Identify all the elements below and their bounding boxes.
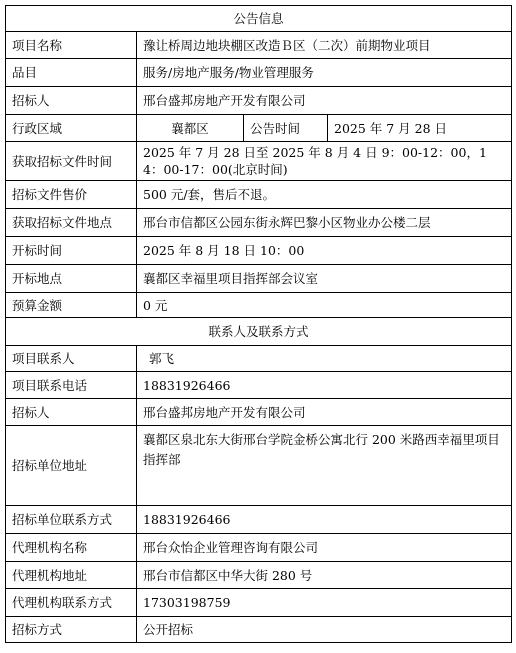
category-value: 服务/房地产服务/物业管理服务 <box>137 59 512 87</box>
tenderer2-value: 邢台盛邦房地产开发有限公司 <box>137 399 512 426</box>
table-row <box>6 293 512 318</box>
tenderer-addr-value: 襄都区泉北东大街邢台学院金桥公寓北行 200 米路西幸福里项目指挥部 <box>137 426 512 506</box>
announce-time-value: 2025 年 7 月 28 日 <box>328 115 512 142</box>
tenderer-addr-label: 招标单位地址 <box>6 426 137 506</box>
contact-value: 郭飞 <box>137 346 512 372</box>
table-row <box>6 209 512 237</box>
agency-addr-label: 代理机构地址 <box>6 562 137 589</box>
tenderer-phone-value: 18831926466 <box>137 506 512 534</box>
table-row <box>6 346 512 372</box>
budget-label: 预算金额 <box>6 293 137 318</box>
method-value: 公开招标 <box>137 617 512 643</box>
doc-time-label: 获取招标文件时间 <box>6 142 137 181</box>
doc-price-value: 500 元/套，售后不退。 <box>137 181 512 209</box>
table-row <box>6 617 512 643</box>
agency-name-value: 邢台众怡企业管理咨询有限公司 <box>137 534 512 562</box>
section-header-row <box>6 6 512 32</box>
category-label: 品目 <box>6 59 137 87</box>
section-header-row <box>6 318 512 346</box>
open-time-label: 开标时间 <box>6 237 137 265</box>
doc-price-label: 招标文件售价 <box>6 181 137 209</box>
contact-phone-label: 项目联系电话 <box>6 372 137 399</box>
project-name-label: 项目名称 <box>6 32 137 59</box>
tenderer-value: 邢台盛邦房地产开发有限公司 <box>137 87 512 115</box>
table-row <box>6 87 512 115</box>
agency-phone-label: 代理机构联系方式 <box>6 589 137 617</box>
table-row <box>6 32 512 59</box>
section-title-announcement: 公告信息 <box>6 6 512 32</box>
tenderer2-label: 招标人 <box>6 399 137 426</box>
agency-addr-value: 邢台市信都区中华大街 280 号 <box>137 562 512 589</box>
table-row <box>6 589 512 617</box>
table-row <box>6 399 512 426</box>
section-title-contacts: 联系人及联系方式 <box>6 318 512 346</box>
table-row <box>6 142 512 181</box>
doc-place-label: 获取招标文件地点 <box>6 209 137 237</box>
method-label: 招标方式 <box>6 617 137 643</box>
table-row <box>6 506 512 534</box>
table-row <box>6 534 512 562</box>
district-label: 行政区域 <box>6 115 137 142</box>
doc-place-value: 邢台市信都区公园东街永辉巴黎小区物业办公楼二层 <box>137 209 512 237</box>
open-place-label: 开标地点 <box>6 265 137 293</box>
open-place-value: 襄都区幸福里项目指挥部会议室 <box>137 265 512 293</box>
project-name-value: 豫让桥周边地块棚区改造Ｂ区（二次）前期物业项目 <box>137 32 512 59</box>
contact-label: 项目联系人 <box>6 346 137 372</box>
table-row <box>6 562 512 589</box>
doc-time-value: 2025 年 7 月 28 日至 2025 年 8 月 4 日 9：00-12：00，14：00-17：00(北京时间) <box>137 142 512 181</box>
tender-announcement-table <box>5 5 512 643</box>
agency-phone-value: 17303198759 <box>137 589 512 617</box>
contact-phone-value: 18831926466 <box>137 372 512 399</box>
table-row <box>6 237 512 265</box>
agency-name-label: 代理机构名称 <box>6 534 137 562</box>
announce-time-label: 公告时间 <box>244 115 328 142</box>
budget-value: 0 元 <box>137 293 512 318</box>
open-time-value: 2025 年 8 月 18 日 10：00 <box>137 237 512 265</box>
table-row <box>6 115 512 142</box>
district-value: 襄都区 <box>137 115 244 142</box>
table-row <box>6 265 512 293</box>
table-row <box>6 181 512 209</box>
tenderer-label: 招标人 <box>6 87 137 115</box>
tenderer-phone-label: 招标单位联系方式 <box>6 506 137 534</box>
table-row <box>6 372 512 399</box>
table-row <box>6 59 512 87</box>
table-row <box>6 426 512 506</box>
